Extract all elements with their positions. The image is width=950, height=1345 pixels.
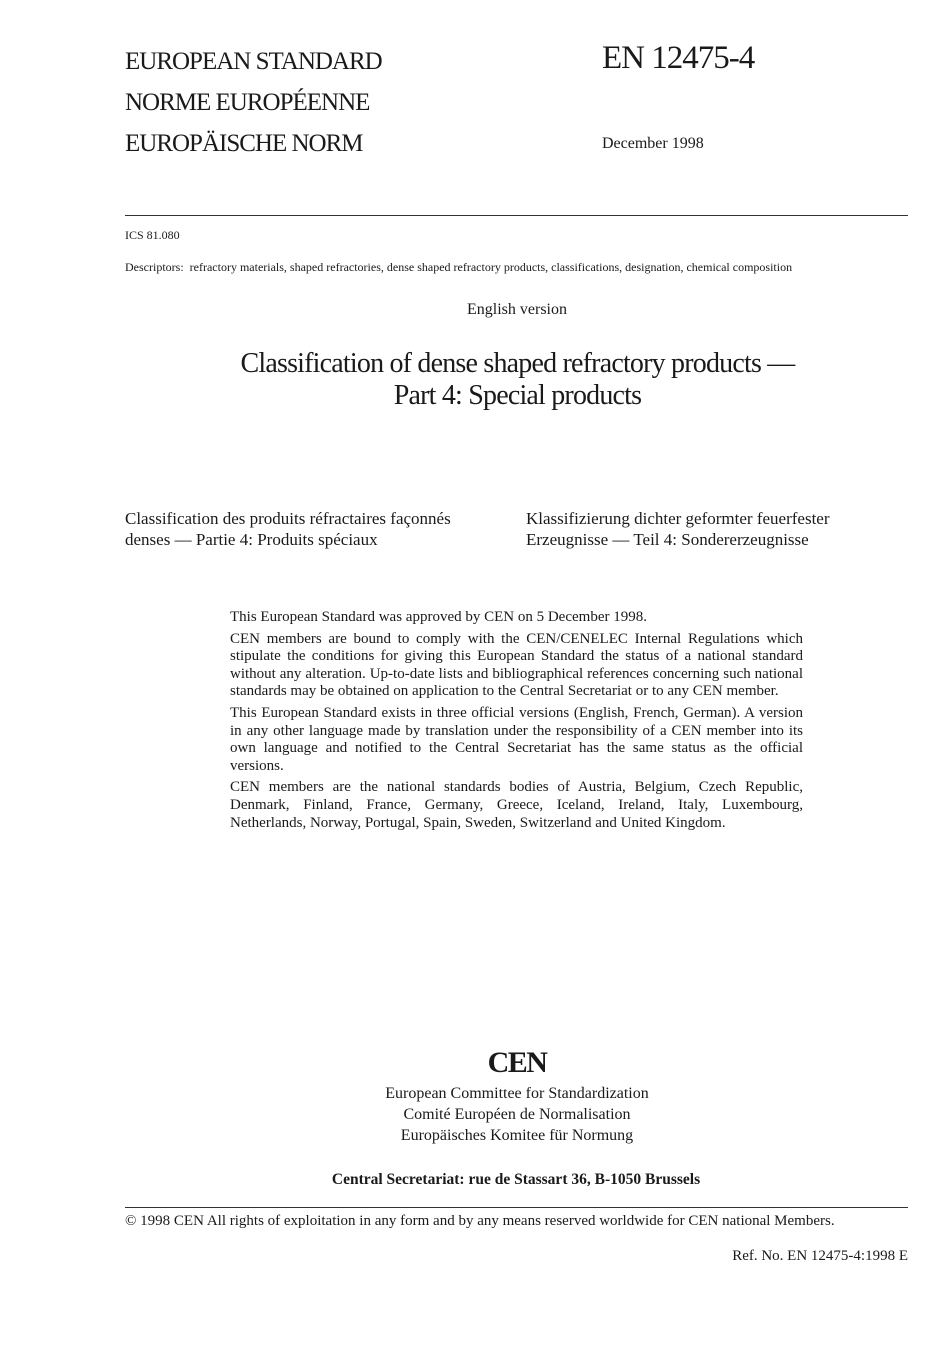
- members-paragraph: CEN members are the national standards bodies of Austria, Belgium, Czech Republic, Denmark, Finland, France, Germany, Greece, Iceland, Ireland, Italy, Luxembourg, Netherlands, Norway, Portugal, Spain, Sweden, Switzerland and United Kingdom.: [230, 779, 803, 831]
- regulations-paragraph: CEN members are bound to comply with the CEN/CENELEC Internal Regulations which stipulate the conditions for giving this European Standard the status of a national standard without any alteration. Up-to-date lists and bibliographical references concerning such national standards may be obtained on application to the Central Secretariat or to any CEN member.: [230, 630, 803, 700]
- title-french: [125, 508, 500, 550]
- header-rule: [125, 215, 908, 216]
- footer-rule: [125, 1207, 908, 1208]
- cen-name-de: Europäisches Komitee für Normung: [400, 1127, 634, 1144]
- header-title-en: EUROPEAN STANDARD: [125, 48, 382, 75]
- copyright-notice: © 1998 CEN All rights of exploitation in any form and by any means reserved worldwide for CEN national Members.: [125, 1213, 835, 1229]
- descriptors-label: Descriptors:: [125, 260, 184, 274]
- approval-notes: [0, 609, 950, 832]
- document-title: [95, 348, 940, 412]
- descriptors: [125, 260, 792, 275]
- cen-name-en: European Committee for Standardization: [385, 1085, 649, 1102]
- title-line-1: Classification of dense shaped refractory products —: [240, 348, 795, 379]
- versions-paragraph: This European Standard exists in three official versions (English, French, German). A version in any other language made by translation under the responsibility of a CEN member into its own language and notified to the Central Secretariat has the same status as the official versions.: [230, 704, 803, 774]
- standard-number: EN 12475-4: [602, 40, 755, 76]
- central-secretariat: Central Secretariat: rue de Stassart 36, B-1050 Brussels: [331, 1171, 701, 1188]
- reference-number: Ref. No. EN 12475-4:1998 E: [732, 1248, 908, 1264]
- version-label: English version: [467, 301, 567, 318]
- ics-code: ICS 81.080: [125, 228, 180, 242]
- cen-logo: CEN: [487, 1046, 547, 1079]
- descriptors-text: refractory materials, shaped refractories, dense shaped refractory products, classifications, designation, chemical composition: [189, 260, 793, 274]
- title-german-line-1: Klassifizierung dichter geformter feuerfester: [526, 509, 830, 528]
- title-line-2: Part 4: Special products: [393, 380, 642, 411]
- title-french-line-1: Classification des produits réfractaires façonnés: [125, 509, 451, 528]
- header-title-fr: NORME EUROPÉENNE: [125, 89, 370, 116]
- publication-date: December 1998: [602, 135, 704, 152]
- header-title-de: EUROPÄISCHE NORM: [125, 130, 363, 157]
- title-german-line-2: Erzeugnisse — Teil 4: Sondererzeugnisse: [526, 530, 809, 549]
- title-french-line-2: denses — Partie 4: Produits spéciaux: [125, 530, 378, 549]
- approval-paragraph: This European Standard was approved by CEN on 5 December 1998.: [230, 609, 647, 625]
- cen-name-fr: Comité Européen de Normalisation: [403, 1106, 631, 1123]
- title-german: [526, 508, 901, 550]
